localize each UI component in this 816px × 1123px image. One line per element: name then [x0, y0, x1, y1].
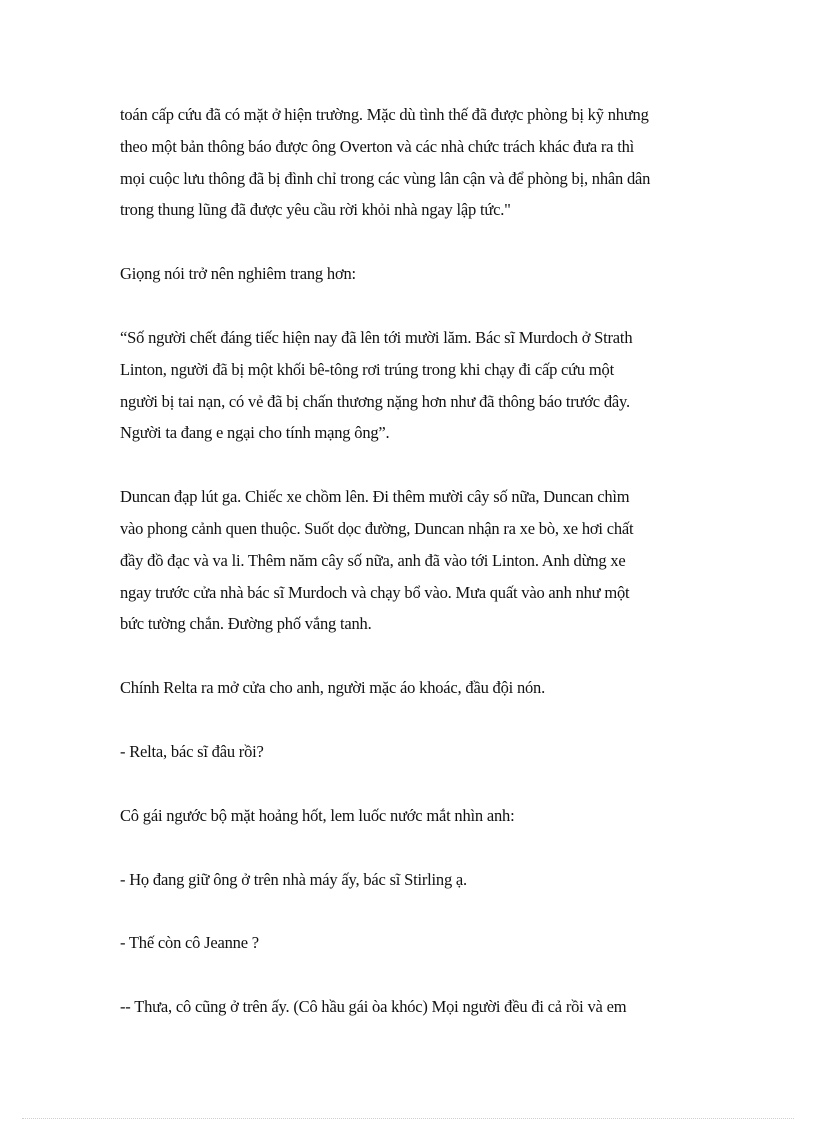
paragraph [120, 864, 700, 896]
text-line: theo một bản thông báo được ông Overton và các nhà chức trách khác đưa ra thì [120, 136, 635, 156]
paragraph [120, 927, 700, 959]
paragraph [120, 672, 700, 704]
paragraph [120, 481, 700, 640]
text-line: bức tường chắn. Đường phố vắng tanh. [120, 614, 372, 634]
text-line: Chính Relta ra mở cửa cho anh, người mặc áo khoác, đầu đội nón. [120, 678, 546, 698]
text-line: toán cấp cứu đã có mặt ở hiện trường. Mặc dù tình thế đã được phòng bị kỹ nhưng [120, 105, 649, 124]
paragraph [120, 736, 700, 768]
text-line: vào phong cảnh quen thuộc. Suốt dọc đường, Duncan nhận ra xe bò, xe hơi chất [120, 518, 634, 538]
text-line: đầy đồ đạc và va li. Thêm năm cây số nữa, anh đã vào tới Linton. Anh dừng xe [120, 550, 626, 570]
text-line: - Relta, bác sĩ đâu rồi? [120, 741, 264, 761]
paragraph [120, 800, 700, 832]
text-line: -- Thưa, cô cũng ở trên ấy. (Cô hầu gái òa khóc) Mọi người đều đi cả rồi và em [120, 997, 627, 1017]
paragraph [120, 991, 700, 1023]
text-line: “Số người chết đáng tiếc hiện nay đã lên tới mười lăm. Bác sĩ Murdoch ở Strath [120, 327, 633, 347]
text-line: - Họ đang giữ ông ở trên nhà máy ấy, bác sĩ Stirling ạ. [120, 869, 467, 889]
text-line: Người ta đang e ngại cho tính mạng ông”. [120, 423, 390, 443]
text-line: người bị tai nạn, có vẻ đã bị chấn thương nặng hơn như đã thông báo trước đây. [120, 391, 630, 411]
text-line: Giọng nói trở nên nghiêm trang hơn: [120, 264, 356, 284]
page-bottom-divider [22, 1118, 794, 1119]
text-line: trong thung lũng đã được yêu cầu rời khỏi nhà ngay lập tức." [120, 200, 511, 220]
text-line: - Thế còn cô Jeanne ? [120, 933, 259, 953]
text-line: Linton, người đã bị một khối bê-tông rơi trúng trong khi chạy đi cấp cứu một [120, 359, 614, 379]
paragraph [120, 322, 700, 449]
body-text [120, 99, 700, 1055]
text-line: ngay trước cửa nhà bác sĩ Murdoch và chạy bổ vào. Mưa quất vào anh như một [120, 582, 630, 602]
text-line: Duncan đạp lút ga. Chiếc xe chồm lên. Đi thêm mười cây số nữa, Duncan chìm [120, 487, 630, 507]
text-line: mọi cuộc lưu thông đã bị đình chỉ trong các vùng lân cận và để phòng bị, nhân dân [120, 168, 651, 188]
paragraph [120, 258, 700, 290]
paragraph [120, 99, 700, 226]
text-line: Cô gái ngước bộ mặt hoảng hốt, lem luốc nước mắt nhìn anh: [120, 805, 515, 825]
